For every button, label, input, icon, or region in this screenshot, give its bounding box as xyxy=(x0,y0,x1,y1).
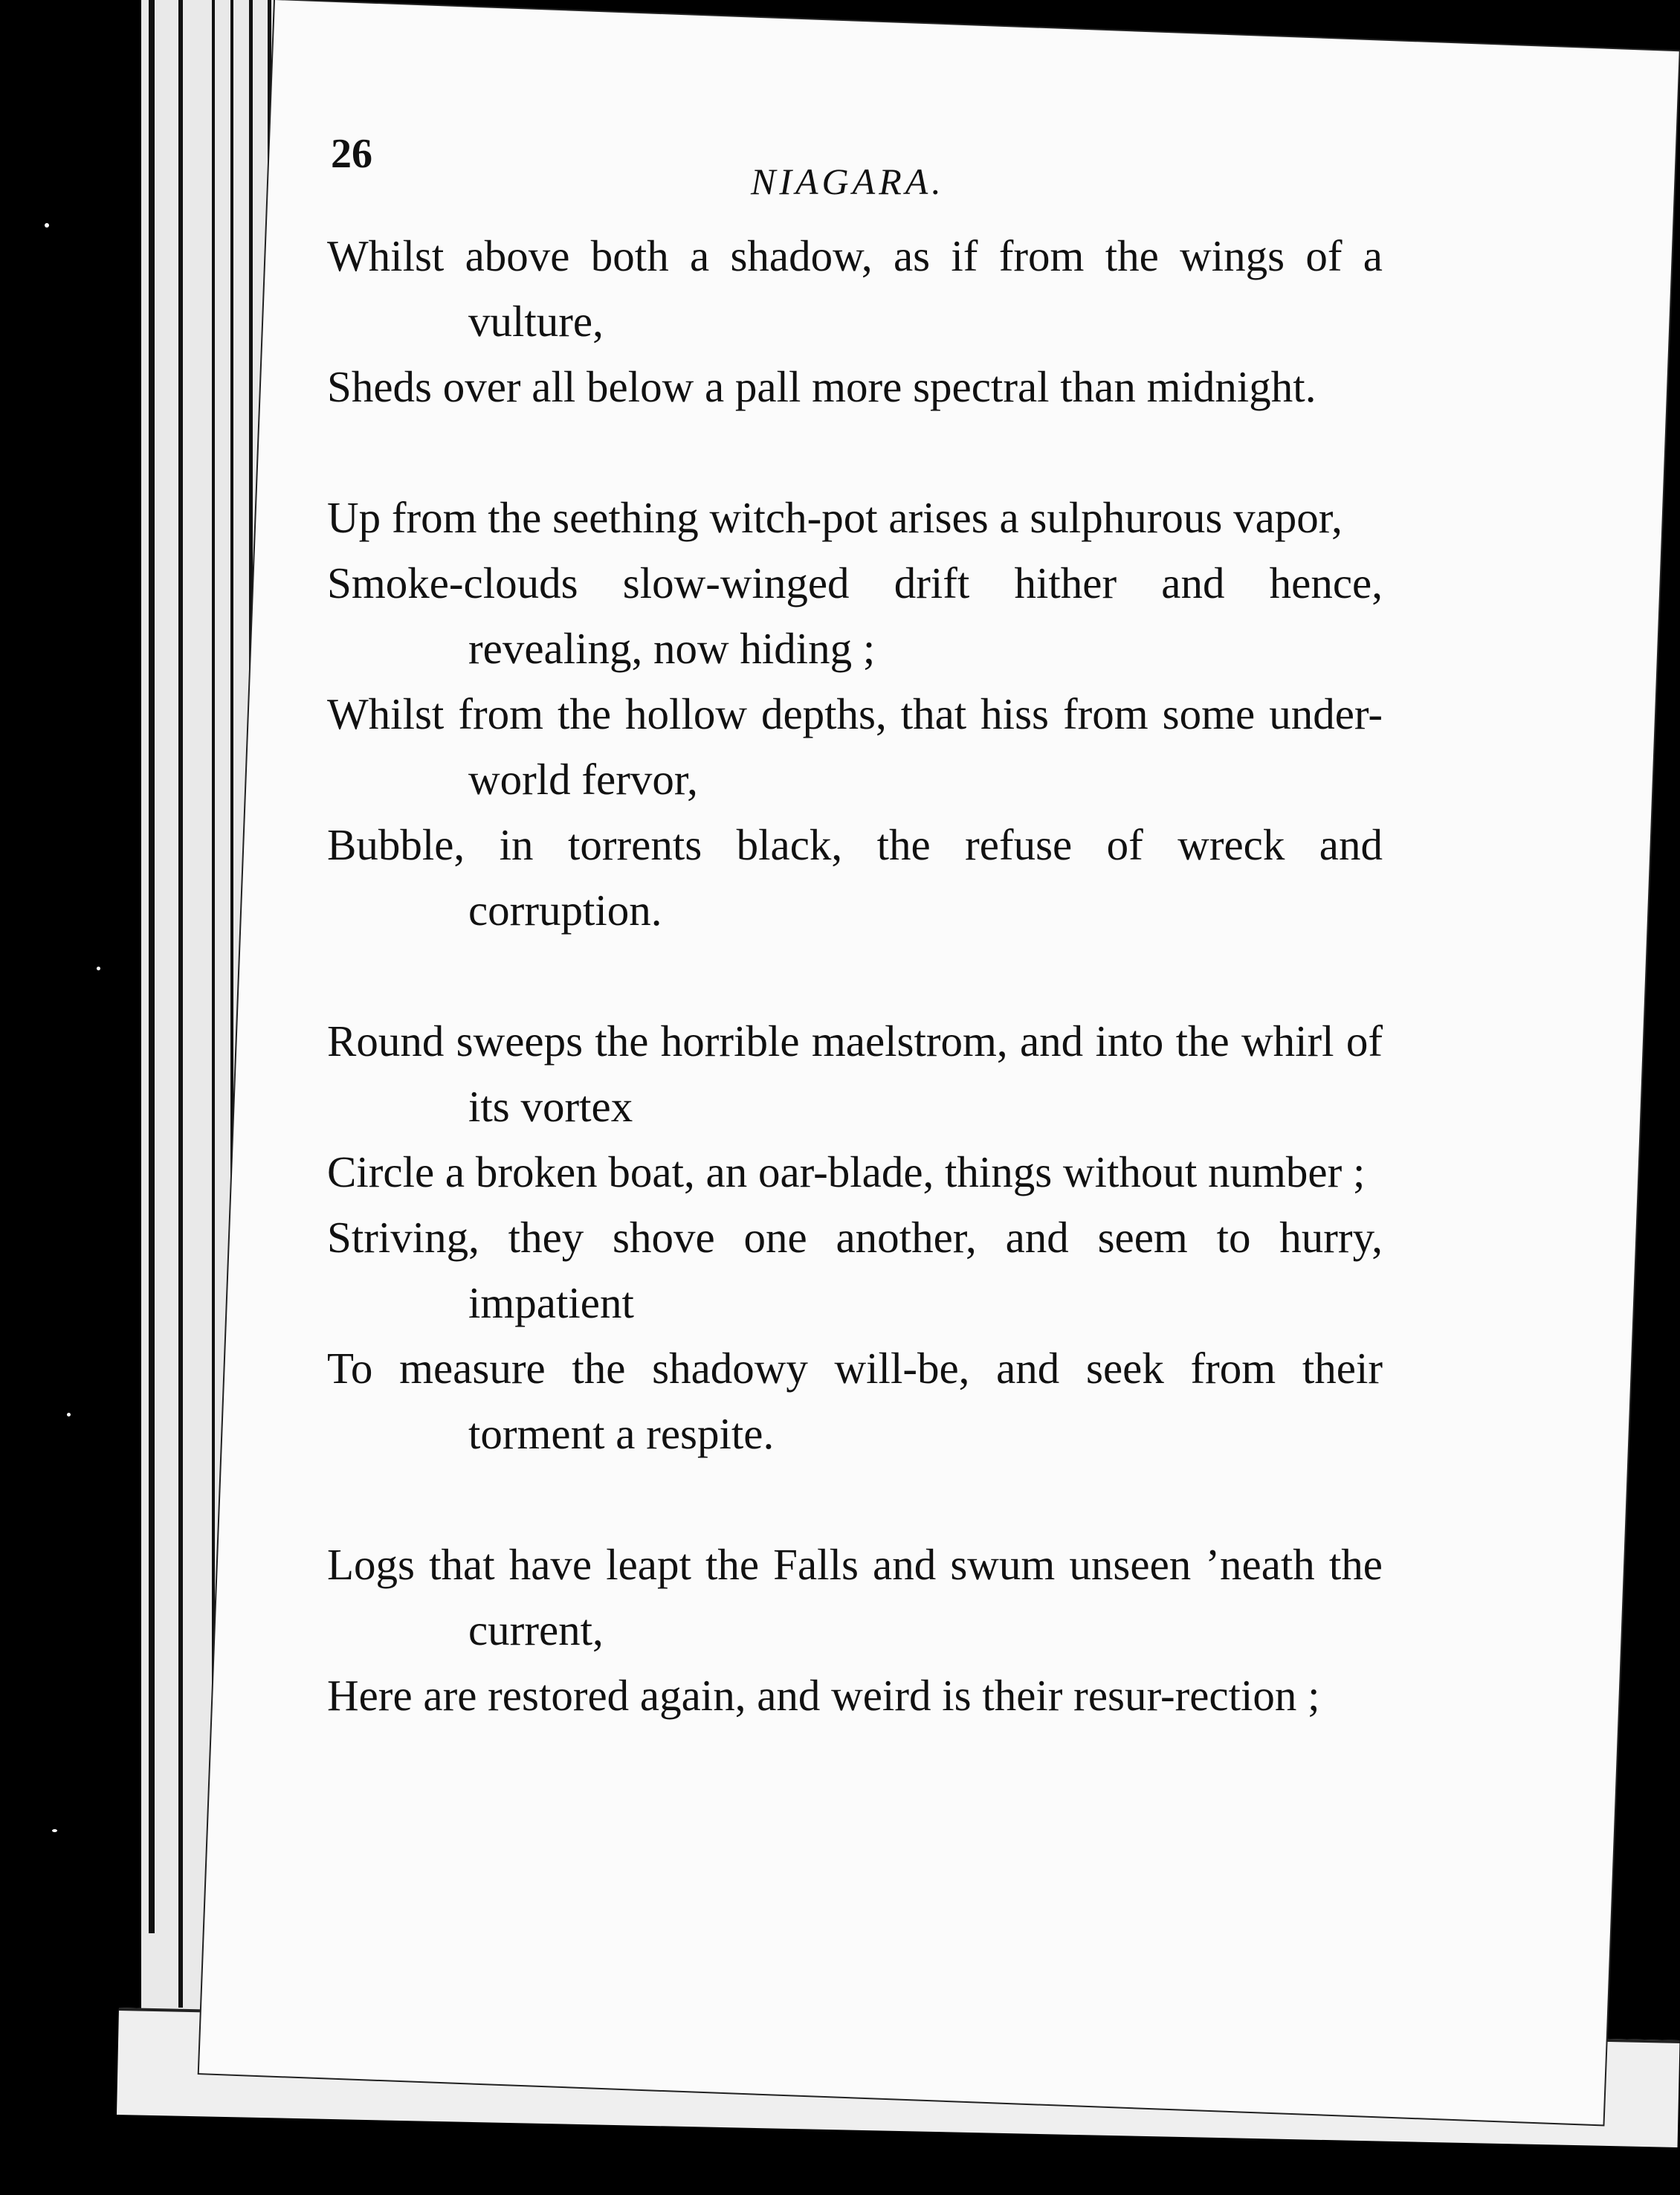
poem-line: To measure the shadowy will-be, and seek from their torment a respite. xyxy=(327,1344,1383,1458)
scan-speck xyxy=(67,1413,71,1416)
poem-line: Striving, they shove one another, and seem to hurry, impatient xyxy=(327,1213,1383,1327)
page-edge-line xyxy=(149,0,155,1933)
scan-speck xyxy=(97,967,100,970)
poem-line: Here are restored again, and weird is their resur-rection ; xyxy=(327,1671,1320,1720)
poem-line: Up from the seething witch-pot arises a sulphurous vapor, xyxy=(327,493,1343,542)
poem-line: Bubble, in torrents black, the refuse of wreck and corruption. xyxy=(327,820,1383,935)
stanza xyxy=(327,1008,1383,1466)
page-number: 26 xyxy=(331,131,372,177)
poem-line: Circle a broken boat, an oar-blade, things without number ; xyxy=(327,1147,1366,1196)
poem-line: Round sweeps the horrible maelstrom, and into the whirl of its vortex xyxy=(327,1016,1383,1131)
running-title: NIAGARA. xyxy=(751,161,945,202)
scan-speck xyxy=(45,223,49,228)
poem-line: Smoke-clouds slow-winged drift hither and hence, revealing, now hiding ; xyxy=(327,558,1383,673)
stanza xyxy=(327,223,1383,419)
stanza xyxy=(327,1532,1383,1728)
poem-line: Sheds over all below a pall more spectral than midnight. xyxy=(327,362,1316,411)
poem-line: Whilst above both a shadow, as if from the wings of a vulture, xyxy=(327,231,1383,346)
scan-speck xyxy=(52,1829,57,1832)
poem-line: Logs that have leapt the Falls and swum unseen ’neath the current, xyxy=(327,1540,1383,1654)
poem-line: Whilst from the hollow depths, that hiss from some under-world fervor, xyxy=(327,689,1383,804)
stanza xyxy=(327,485,1383,943)
page-edge-line xyxy=(178,0,183,2008)
poem-text xyxy=(327,223,1383,1793)
